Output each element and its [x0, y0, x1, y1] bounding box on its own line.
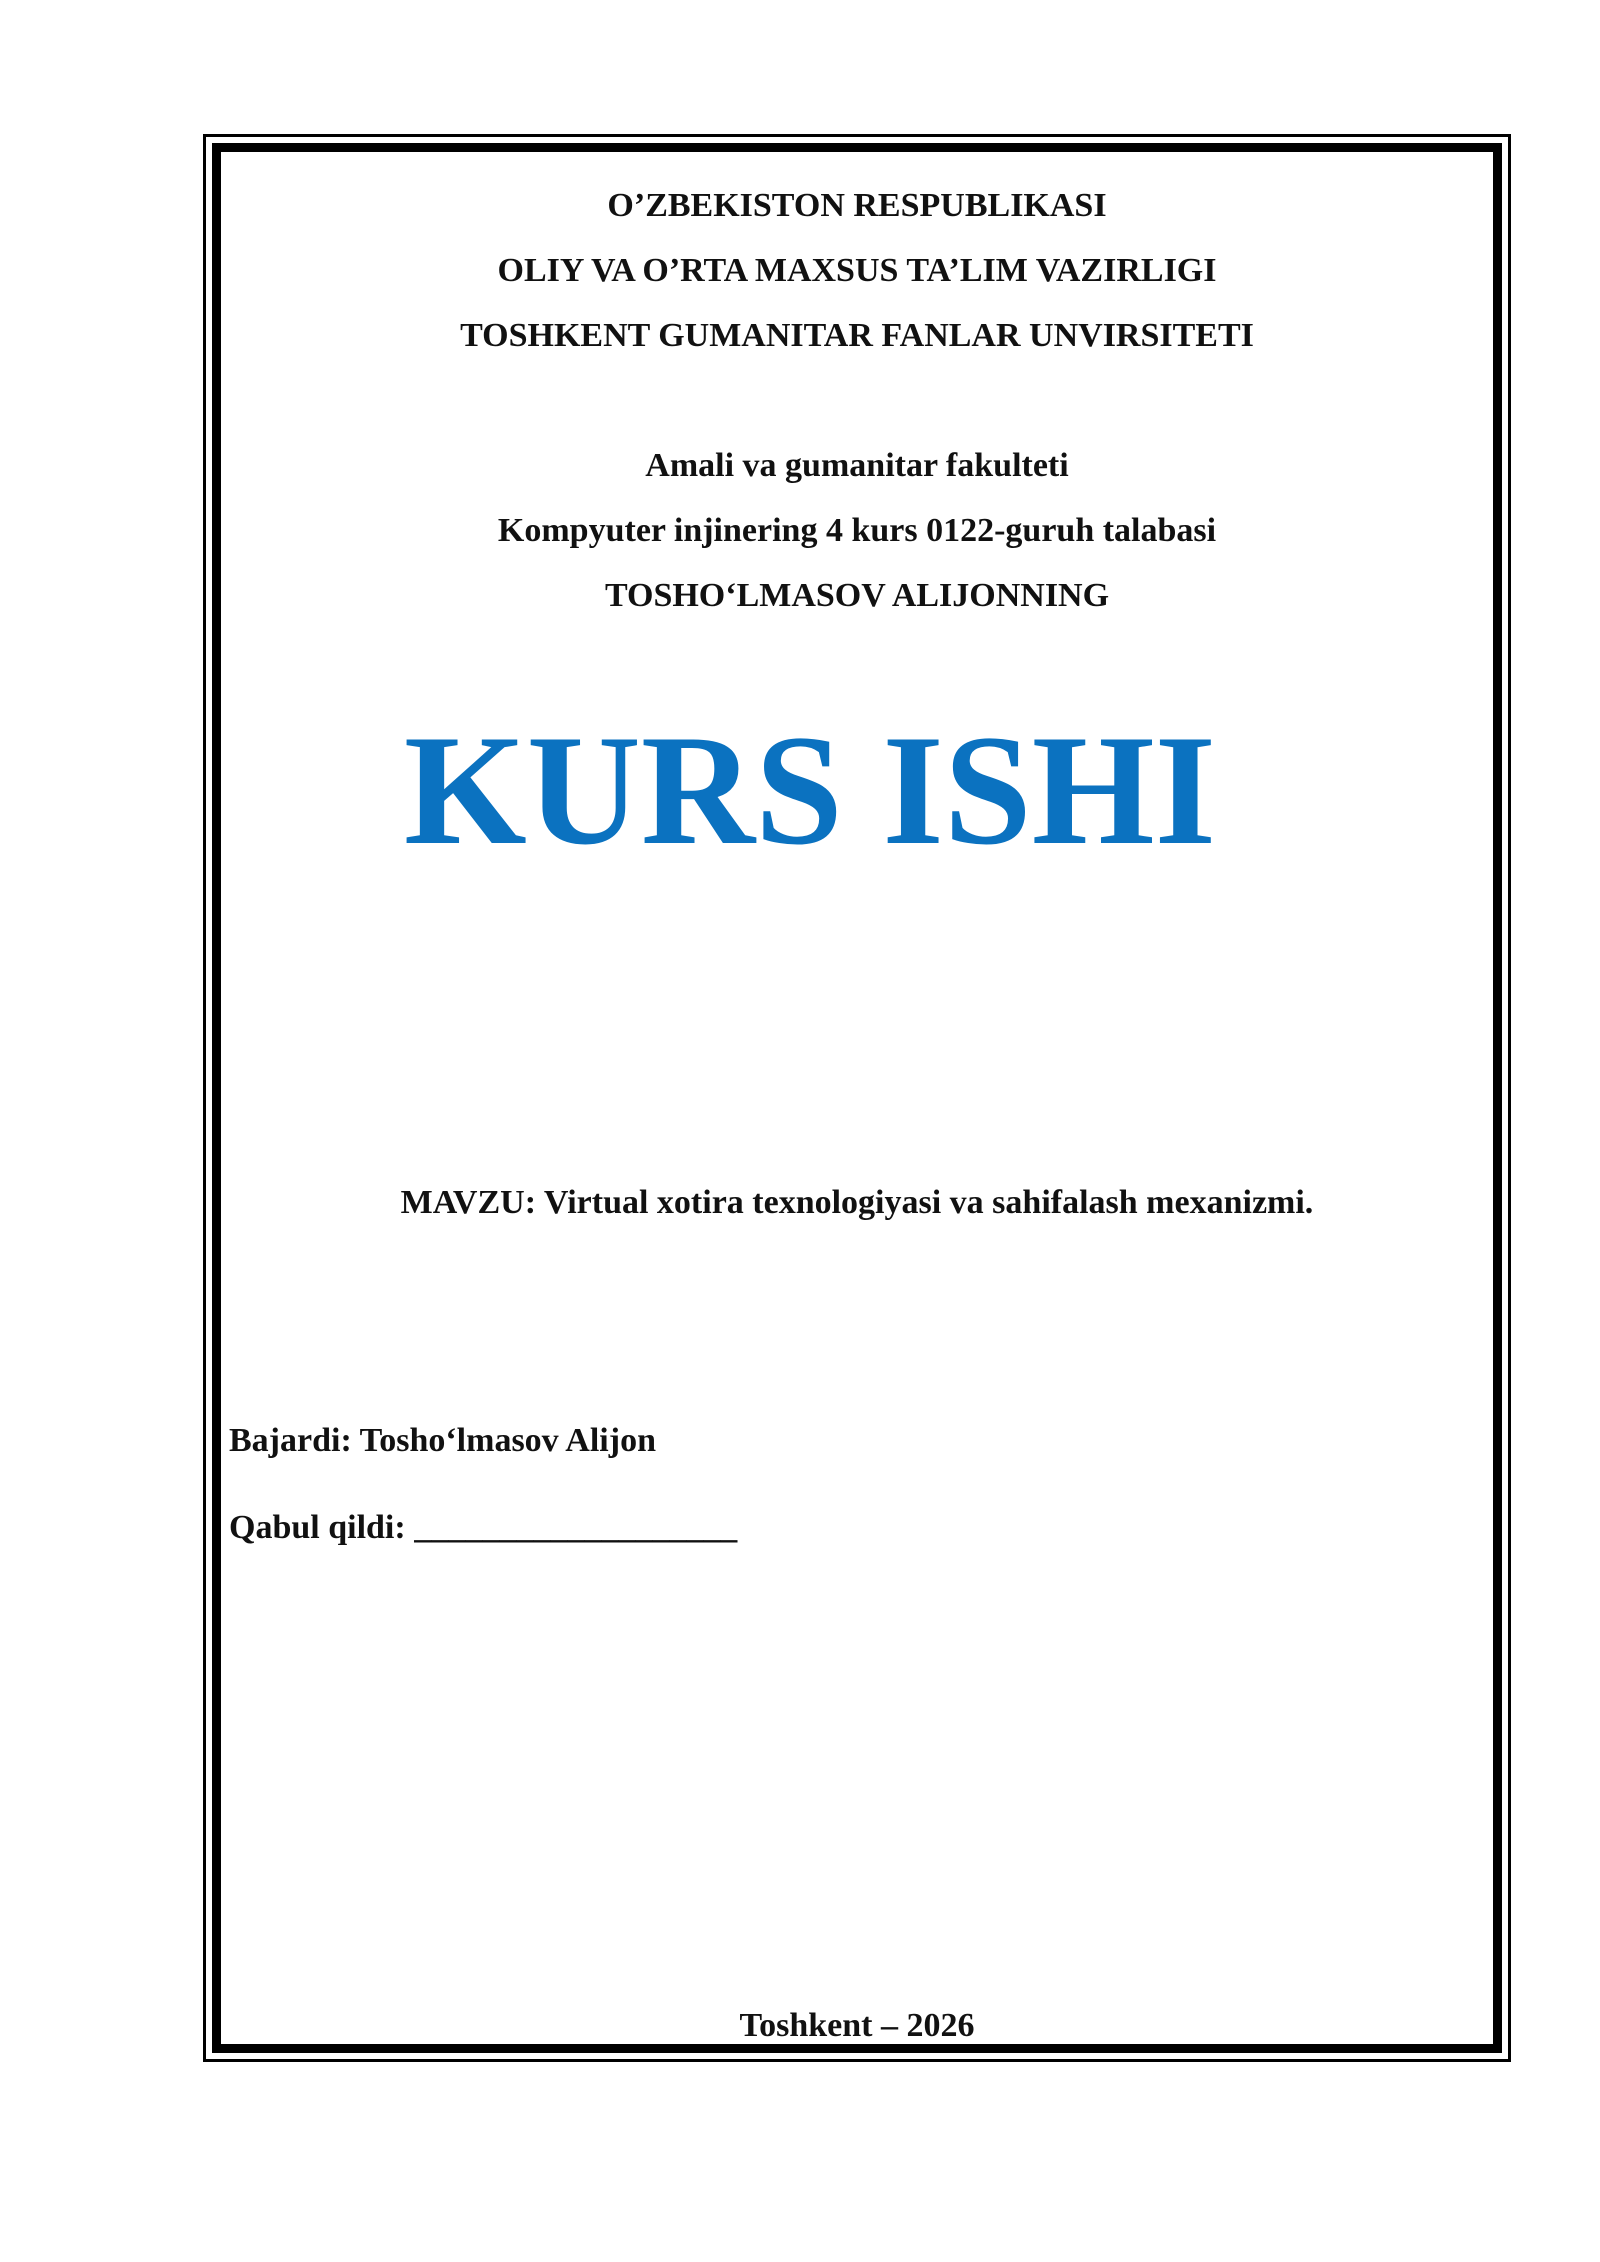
document-title: KURS ISHI: [403, 703, 1217, 878]
page-border-inner: [212, 143, 1502, 2053]
topic-line: MAVZU: Virtual xotira texnologiyasi va sahifalash mexanizmi.: [400, 1184, 1314, 1221]
performed-by-line: Bajardi: Tosho‘lmasov Alijon: [229, 1422, 656, 1459]
university-heading: TOSHKENT GUMANITAR FANLAR UNVIRSITETI: [460, 317, 1254, 354]
student-name-line: TOSHO‘LMASOV ALIJONNING: [604, 577, 1110, 614]
ministry-heading: OLIY VA O’RTA MAXSUS TA’LIM VAZIRLIGI: [497, 252, 1217, 289]
accepted-by-line: Qabul qildi: ___________________: [229, 1509, 738, 1546]
city-year-footer: Toshkent – 2026: [739, 2007, 975, 2044]
group-line: Kompyuter injinering 4 kurs 0122-guruh talabasi: [497, 512, 1217, 549]
faculty-line: Amali va gumanitar fakulteti: [645, 447, 1069, 484]
republic-heading: O’ZBEKISTON RESPUBLIKASI: [607, 187, 1107, 224]
